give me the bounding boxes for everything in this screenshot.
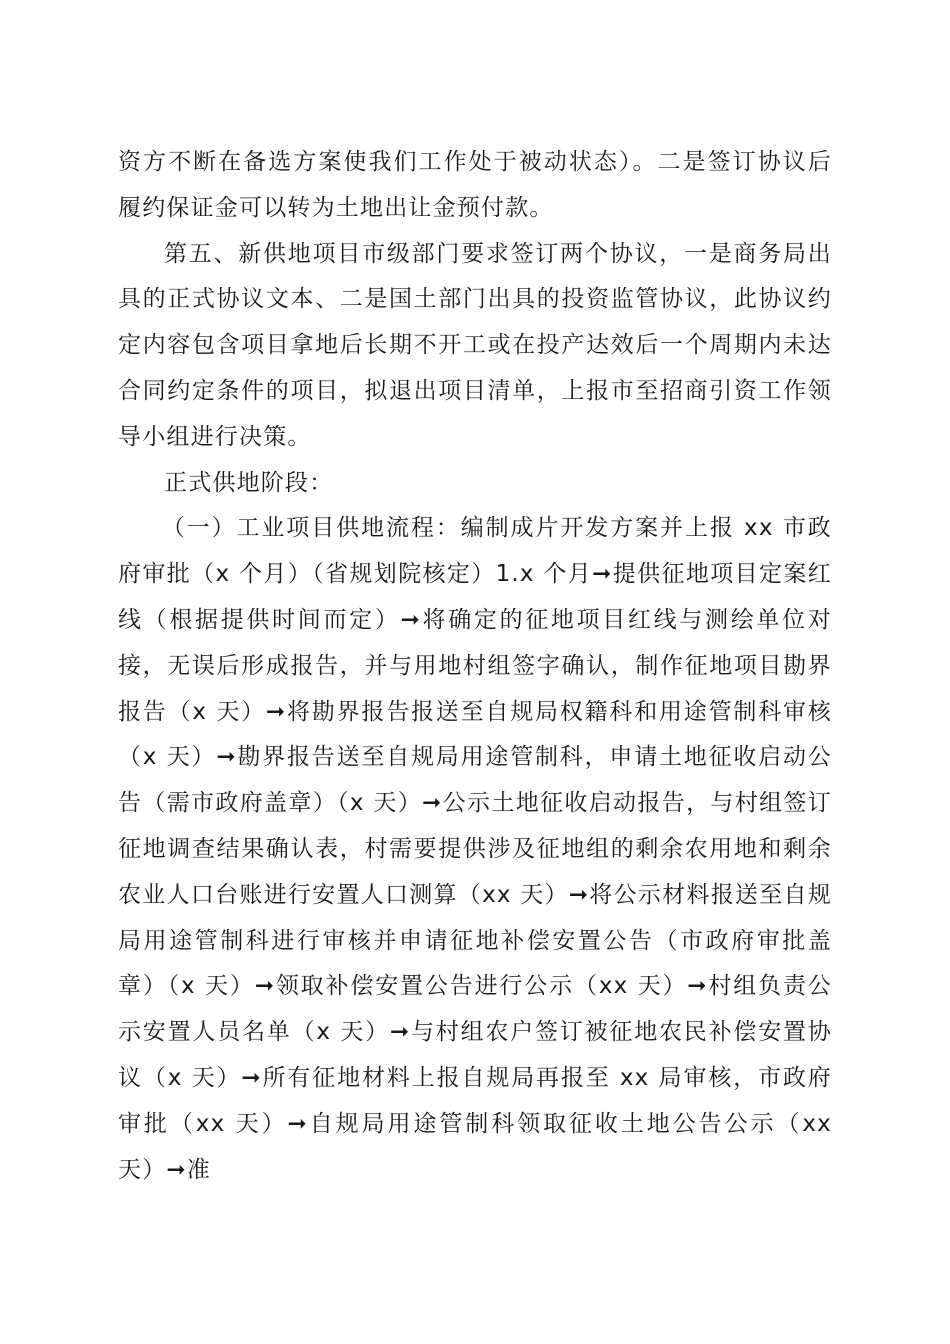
document-page bbox=[118, 140, 832, 1193]
paragraph-fifth-point: 第五、新供地项目市级部门要求签订两个协议，一是商务局出具的正式协议文本、二是国土部门出具的投资监管协议，此协议约定内容包含项目拿地后长期不开工或在投产达效后一个周期内未达合同约定条件的项目，拟退出项目清单，上报市至招商引资工作领导小组进行决策。 bbox=[118, 240, 832, 450]
section-heading-formal-land-supply: 正式供地阶段： bbox=[164, 469, 334, 496]
paragraph-industrial-land-process: （一）工业项目供地流程：编制成片开发方案并上报 xx 市政府审批（x 个月）（省规划院核定）1.x 个月➞提供征地项目定案红线（根据提供时间而定）➞将确定的征地项目红线与测绘单位对接，无误后形成报告，并与用地村组签字确认，制作征地项目勘界报告（x 天）➞将勘界报告报送至自规局权籍科和用途管制科审核（x 天）➞勘界报告送至自规局用途管制科，申请土地征收启动公告（需市政府盖章）（x 天）➞公示土地征收启动报告，与村组签订征地调查结果确认表，村需要提供涉及征地组的剩余农用地和剩余农业人口台账进行安置人口测算（xx 天）➞将公示材料报送至自规局用途管制科进行审核并申请征地补偿安置公告（市政府审批盖章）（x 天）➞领取补偿安置公告进行公示（xx 天）➞村组负责公示安置人员名单（x 天）➞与村组农户签订被征地农民补偿安置协议（x 天）➞所有征地材料上报自规局再报至 xx 局审核，市政府审批（xx 天）➞自规局用途管制科领取征收土地公告公示（xx 天）➞准 bbox=[118, 515, 832, 1183]
paragraph-continuation: 资方不断在备选方案使我们工作处于被动状态）。二是签订协议后履约保证金可以转为土地出让金预付款。 bbox=[118, 149, 832, 221]
